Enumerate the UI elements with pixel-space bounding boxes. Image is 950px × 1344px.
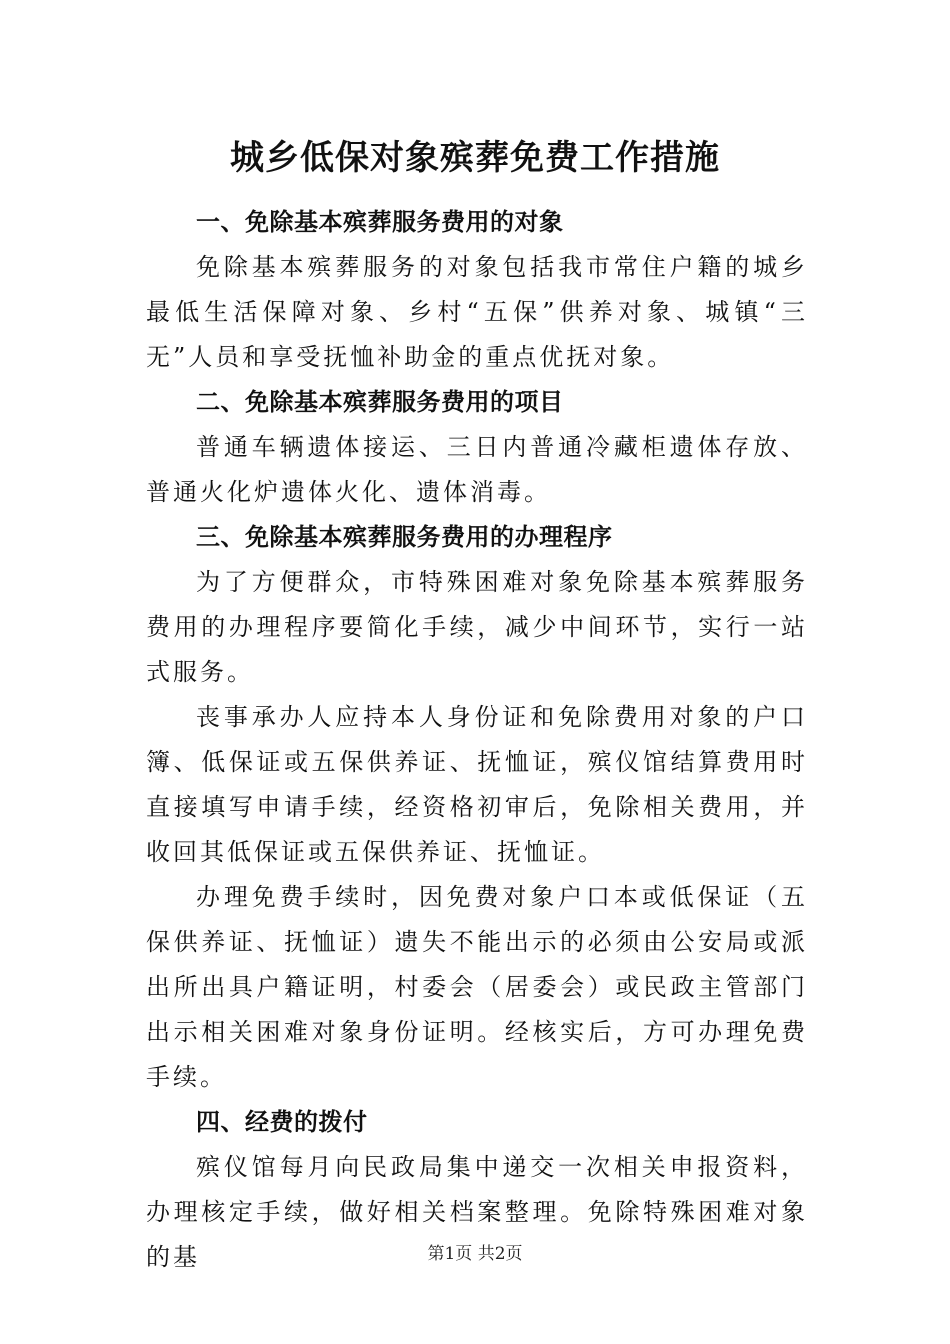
section-heading-1: 一、免除基本殡葬服务费用的对象 (196, 208, 564, 236)
section-heading-2: 二、免除基本殡葬服务费用的项目 (196, 388, 564, 416)
document-body (146, 200, 808, 1280)
section-3-paragraph-3: 办理免费手续时，因免费对象户口本或低保证（五保供养证、抚恤证）遗失不能出示的必须由公安局或派出所出具户籍证明，村委会（居委会）或民政主管部门出示相关困难对象身份证明。经核实后，方可办理免费手续。 (146, 883, 808, 1091)
section-2-paragraph-1: 普通车辆遗体接运、三日内普通冷藏柜遗体存放、普通火化炉遗体火化、遗体消毒。 (146, 433, 808, 506)
section-heading-3: 三、免除基本殡葬服务费用的办理程序 (196, 523, 613, 551)
document-title: 城乡低保对象殡葬免费工作措施 (230, 138, 720, 178)
section-4-paragraph-1: 殡仪馆每月向民政局集中递交一次相关申报资料，办理核定手续，做好相关档案整理。免除特殊困难对象的基 (146, 1153, 808, 1271)
page-number-footer: 第1页 共2页 (427, 1244, 523, 1264)
section-3-paragraph-1: 为了方便群众，市特殊困难对象免除基本殡葬服务费用的办理程序要简化手续，减少中间环节，实行一站式服务。 (146, 568, 808, 686)
section-1-paragraph-1: 免除基本殡葬服务的对象包括我市常住户籍的城乡最低生活保障对象、乡村“五保”供养对象、城镇“三无”人员和享受抚恤补助金的重点优抚对象。 (146, 253, 808, 371)
section-heading-4: 四、经费的拨付 (196, 1108, 368, 1136)
section-3-paragraph-2: 丧事承办人应持本人身份证和免除费用对象的户口簿、低保证或五保供养证、抚恤证，殡仪馆结算费用时直接填写申请手续，经资格初审后，免除相关费用，并收回其低保证或五保供养证、抚恤证。 (146, 703, 808, 866)
